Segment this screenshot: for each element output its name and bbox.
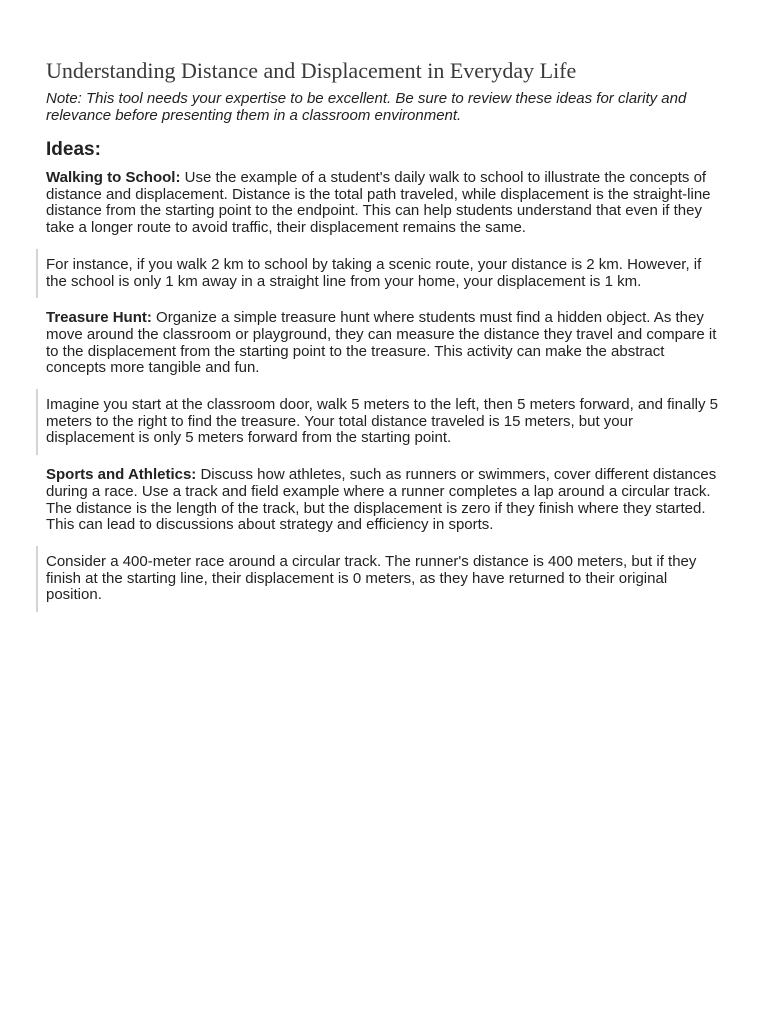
review-note: Note: This tool needs your expertise to be excellent. Be sure to review these ideas for clarity and relevance before presenting them in a classroom environment. [46, 90, 687, 124]
idea-heading: Sports and Athletics: [46, 466, 197, 484]
document-page [46, 58, 722, 624]
idea-sports-and-athletics [46, 467, 722, 534]
example-treasure-hunt: Imagine you start at the classroom door, walk 5 meters to the left, then 5 meters forward, and finally 5 meters to the right to find the treasure. Your total distance traveled is 15 meters, but your displacement is only 5 meters forward from the starting point. [46, 397, 722, 447]
ideas-heading: Ideas: [46, 139, 101, 160]
page-title: Understanding Distance and Displacement in Everyday Life [46, 58, 577, 83]
example-walking-to-school: For instance, if you walk 2 km to school by taking a scenic route, your distance is 2 km. However, if the school is only 1 km away in a straight line from your home, your displacement is 1 km. [46, 257, 722, 290]
idea-text: Organize a simple treasure hunt where students must find a hidden object. As they move around the classroom or playground, they can measure the distance they travel and compare it to the displacement from the starting point to the treasure. This activity can make the abstract concepts more tangible and fun. [46, 309, 717, 377]
idea-text: Discuss how athletes, such as runners or swimmers, cover different distances during a race. Use a track and field example where a runner completes a lap around a circular track. The distance is the length of the track, but the displacement is zero if they finish where they started. This can lead to discussions about strategy and efficiency in sports. [46, 466, 717, 534]
idea-text: Use the example of a student's daily walk to school to illustrate the concepts of distance and displacement. Distance is the total path traveled, while displacement is the straight-line distance from the starting point to the endpoint. This can help students understand that even if they take a longer route to avoid traffic, their displacement remains the same. [46, 169, 711, 237]
idea-treasure-hunt [46, 310, 722, 377]
idea-heading: Walking to School: [46, 169, 181, 186]
idea-walking-to-school [46, 170, 722, 237]
idea-heading: Treasure Hunt: [46, 309, 152, 327]
example-sports-and-athletics: Consider a 400-meter race around a circular track. The runner's distance is 400 meters, but if they finish at the starting line, their displacement is 0 meters, as they have returned to their original position. [46, 554, 722, 604]
